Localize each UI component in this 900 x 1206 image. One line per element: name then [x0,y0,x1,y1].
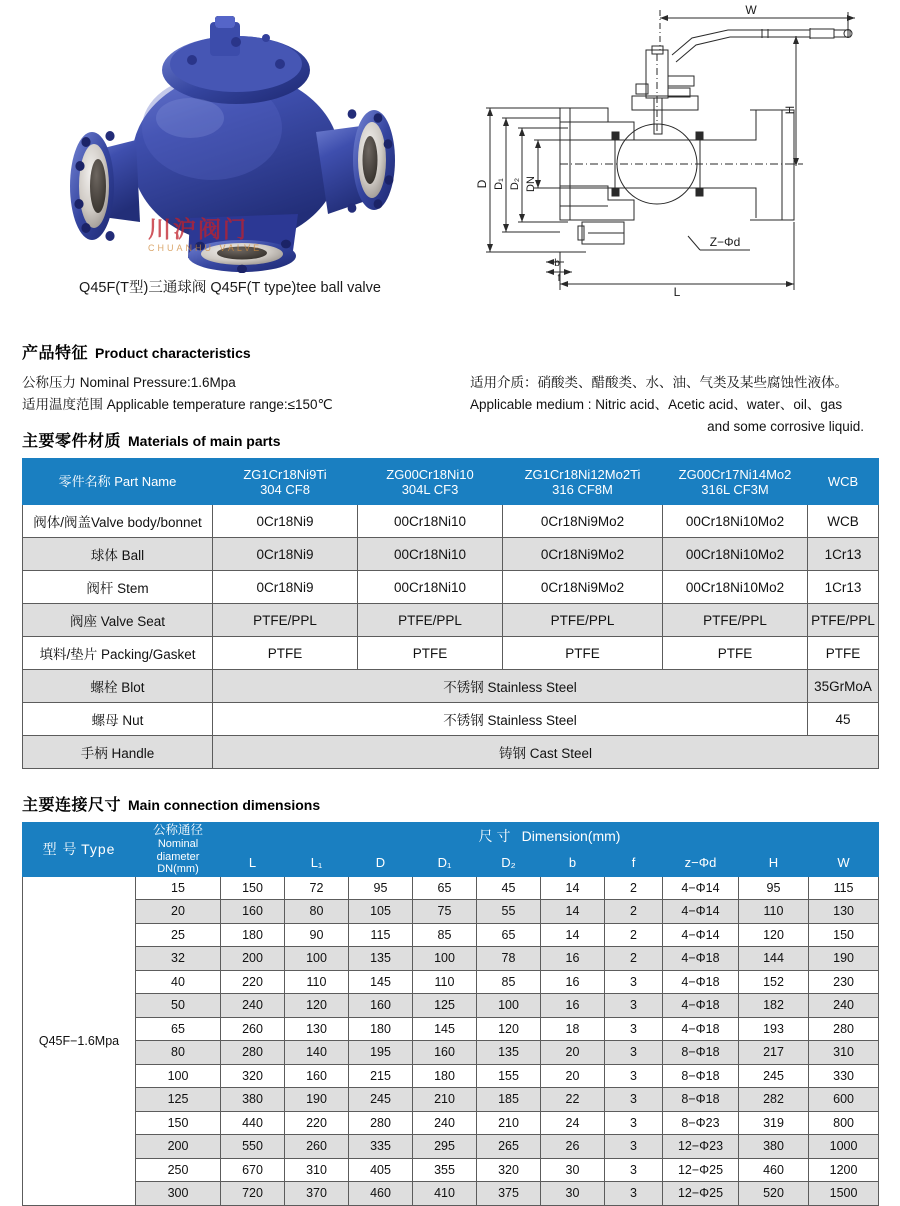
valve-cross-section-drawing [460,0,900,300]
dimensions-row [23,1158,879,1182]
dimensions-cell: 240 [413,1111,477,1135]
dimensions-cell: 120 [477,1017,541,1041]
materials-span-all-cell: 铸钢 Cast Steel [213,736,879,769]
materials-row [23,670,879,703]
dimensions-subcol-d: D₁ [413,849,477,876]
dimensions-cell: 120 [739,923,809,947]
dimensions-cell: 410 [413,1182,477,1206]
dimensions-cell: 85 [477,970,541,994]
dimensions-subcol-d: D₂ [477,849,541,876]
materials-heading-en: Materials of main parts [128,433,281,449]
dimensions-cell: 180 [349,1017,413,1041]
dimensions-cell: 195 [349,1041,413,1065]
materials-cell: 00Cr18Ni10 [358,505,503,538]
materials-table [22,458,879,769]
materials-row [23,736,879,769]
dimensions-cell: 370 [285,1182,349,1206]
dimensions-cell: 3 [605,1182,663,1206]
dimensions-row [23,1088,879,1112]
dimensions-cell: 2 [605,923,663,947]
dimensions-cell: 380 [739,1135,809,1159]
dimensions-row [23,1041,879,1065]
drawing-label-zd: Z−Φd [709,235,741,249]
applicable-medium-en1: Applicable medium : Nitric acid、Acetic acid、water、oil、gas [470,397,843,413]
materials-section [22,432,878,769]
dimensions-cell: 65 [477,923,541,947]
materials-part-name-cell: 螺母 Nut [23,703,213,736]
materials-part-name-cell: 填料/垫片 Packing/Gasket [23,637,213,670]
dimensions-cell: 265 [477,1135,541,1159]
dimensions-cell: 3 [605,1017,663,1041]
dimensions-cell: 282 [739,1088,809,1112]
materials-cell: 00Cr18Ni10Mo2 [663,538,808,571]
materials-row [23,604,879,637]
dimensions-cell: 280 [349,1111,413,1135]
materials-part-name-cell: 阀杆 Stem [23,571,213,604]
dimensions-row [23,994,879,1018]
dimensions-cell: 145 [349,970,413,994]
dimensions-cell: 152 [739,970,809,994]
dimensions-cell: 160 [221,900,285,924]
materials-cell: PTFE/PPL [503,604,663,637]
dimensions-dn-cell: 300 [136,1182,221,1206]
materials-cell: 1Cr13 [808,538,879,571]
dimensions-cell: 8−Φ18 [663,1041,739,1065]
dimensions-cell: 125 [413,994,477,1018]
materials-span-cell: 不锈钢 Stainless Steel [213,703,808,736]
dimensions-cell: 440 [221,1111,285,1135]
dimensions-cell: 55 [477,900,541,924]
dimensions-dn-cell: 80 [136,1041,221,1065]
dimensions-cell: 320 [221,1064,285,1088]
dimensions-heading-en: Main connection dimensions [128,797,321,813]
dimensions-cell: 220 [285,1111,349,1135]
materials-cell: 00Cr18Ni10 [358,571,503,604]
top-illustration-area [0,0,900,300]
dimensions-subcol-h: H [739,849,809,876]
dimensions-cell: 217 [739,1041,809,1065]
dimensions-cell: 30 [541,1158,605,1182]
materials-row [23,703,879,736]
dimensions-cell: 3 [605,994,663,1018]
dimensions-cell: 4−Φ18 [663,970,739,994]
dimensions-cell: 1500 [809,1182,879,1206]
dimensions-cell: 280 [809,1017,879,1041]
materials-col-wcb: WCB [808,459,879,505]
dimensions-subcol-b: b [541,849,605,876]
dimensions-cell: 8−Φ18 [663,1088,739,1112]
materials-cell: 00Cr18Ni10Mo2 [663,571,808,604]
dimensions-cell: 8−Φ23 [663,1111,739,1135]
dimensions-cell: 22 [541,1088,605,1112]
dimensions-cell: 24 [541,1111,605,1135]
dimensions-cell: 90 [285,923,349,947]
dimensions-cell: 460 [739,1158,809,1182]
dimensions-cell: 135 [349,947,413,971]
dimensions-cell: 245 [739,1064,809,1088]
dimensions-cell: 190 [285,1088,349,1112]
characteristics-left-column [0,372,470,438]
dimensions-cell: 150 [221,876,285,900]
dimensions-cell: 4−Φ18 [663,1017,739,1041]
dimensions-section [22,796,878,1206]
dimensions-cell: 65 [413,876,477,900]
dimensions-cell: 95 [349,876,413,900]
dimensions-cell: 140 [285,1041,349,1065]
materials-cell: PTFE [503,637,663,670]
watermark-en-text: CHUANHU VALVE [148,243,263,253]
applicable-medium-en2: and some corrosive liquid. [707,419,864,435]
applicable-medium-cn: 适用介质：硝酸类、醋酸类、水、油、气类及某些腐蚀性液体。 [470,375,848,391]
materials-cell: 0Cr18Ni9Mo2 [503,505,663,538]
dimensions-cell: 3 [605,1064,663,1088]
drawing-label-f: f [557,273,561,284]
dimensions-cell: 670 [221,1158,285,1182]
dimensions-cell: 3 [605,1088,663,1112]
dimensions-subcol-f: f [605,849,663,876]
materials-part-name-cell: 阀座 Valve Seat [23,604,213,637]
dimensions-subcol-l: L₁ [285,849,349,876]
dimensions-cell: 120 [285,994,349,1018]
dimensions-cell: 240 [221,994,285,1018]
watermark-cn-text: 川沪阀门 [148,217,248,243]
drawing-label-l: L [673,285,681,299]
materials-span-cell: 不锈钢 Stainless Steel [213,670,808,703]
drawing-label-dn: DN [525,176,537,192]
dimensions-row [23,947,879,971]
dimensions-col-type: 型 号 Type [23,823,136,877]
dimensions-cell: 230 [809,970,879,994]
dimensions-cell: 14 [541,923,605,947]
product-photo-panel [0,0,460,300]
dimensions-cell: 240 [809,994,879,1018]
drawing-label-h: H [783,105,797,115]
dimensions-cell: 3 [605,1111,663,1135]
dimensions-cell: 180 [413,1064,477,1088]
dimensions-cell: 100 [285,947,349,971]
dimensions-cell: 405 [349,1158,413,1182]
materials-part-name-cell: 手柄 Handle [23,736,213,769]
drawing-label-w: W [745,3,757,17]
dimensions-group-header: 尺 寸 Dimension(mm) [221,823,879,850]
dimensions-cell: 144 [739,947,809,971]
materials-part-name-cell: 球体 Ball [23,538,213,571]
dimensions-dn-cell: 100 [136,1064,221,1088]
dimensions-col-nominal-diameter: 公称通径 Nominal diameter DN(mm) [136,823,221,877]
product-photo [40,8,430,273]
dimensions-cell: 193 [739,1017,809,1041]
dimensions-cell: 115 [809,876,879,900]
dimensions-dn-cell: 15 [136,876,221,900]
dimensions-cell: 280 [221,1041,285,1065]
dimensions-cell: 80 [285,900,349,924]
dimensions-cell: 95 [739,876,809,900]
tee-ball-valve-illustration [40,8,430,273]
dimensions-cell: 550 [221,1135,285,1159]
dimensions-cell: 14 [541,876,605,900]
dimensions-cell: 4−Φ14 [663,876,739,900]
dimensions-row [23,923,879,947]
characteristics-right-column [470,372,900,438]
dimensions-cell: 2 [605,947,663,971]
product-characteristics-section [0,344,900,438]
dimensions-cell: 85 [413,923,477,947]
dimensions-cell: 12−Φ23 [663,1135,739,1159]
materials-cell: 0Cr18Ni9 [213,505,358,538]
dimensions-cell: 130 [809,900,879,924]
materials-col-part-name: 零件名称 Part Name [23,459,213,505]
dimensions-cell: 20 [541,1064,605,1088]
temperature-range-line: 适用温度范围 Applicable temperature range:≤150℃ [22,397,333,413]
dimensions-row [23,876,879,900]
dimensions-cell: 110 [739,900,809,924]
dimensions-dn-cell: 200 [136,1135,221,1159]
materials-cell: 0Cr18Ni9Mo2 [503,538,663,571]
materials-heading-cn: 主要零件材质 [22,433,122,450]
dimensions-cell: 3 [605,1135,663,1159]
dimensions-cell: 375 [477,1182,541,1206]
dimensions-cell: 110 [285,970,349,994]
materials-part-name-cell: 阀体/阀盖Valve body/bonnet [23,505,213,538]
dimensions-cell: 160 [349,994,413,1018]
materials-cell: PTFE/PPL [808,604,879,637]
dimensions-cell: 160 [285,1064,349,1088]
dimensions-row [23,1064,879,1088]
dimensions-dn-cell: 20 [136,900,221,924]
characteristics-heading-cn: 产品特征 [22,345,89,362]
materials-row [23,538,879,571]
dimensions-cell: 3 [605,1041,663,1065]
materials-cell: PTFE [213,637,358,670]
dimensions-cell: 16 [541,994,605,1018]
materials-cell: 0Cr18Ni9 [213,571,358,604]
materials-cell: 0Cr18Ni9Mo2 [503,571,663,604]
dimensions-dn-cell: 250 [136,1158,221,1182]
dimensions-cell: 100 [477,994,541,1018]
dimensions-subcol-d: D [349,849,413,876]
dimensions-cell: 110 [413,970,477,994]
dimensions-cell: 180 [221,923,285,947]
materials-cell: PTFE [663,637,808,670]
dimensions-cell: 2 [605,876,663,900]
materials-cell: PTFE/PPL [213,604,358,637]
dimensions-heading [22,796,878,815]
dimensions-subcol-w: W [809,849,879,876]
dimensions-row [23,1111,879,1135]
dimensions-cell: 182 [739,994,809,1018]
dimensions-row [23,1135,879,1159]
dimensions-cell: 320 [477,1158,541,1182]
drawing-label-b: b [554,258,560,269]
dimensions-cell: 1200 [809,1158,879,1182]
dimensions-cell: 4−Φ14 [663,923,739,947]
drawing-label-d: D [475,179,489,189]
materials-col-304l: ZG00Cr18Ni10 304L CF3 [358,459,503,505]
dimensions-cell: 14 [541,900,605,924]
dimensions-cell: 1000 [809,1135,879,1159]
dimensions-cell: 30 [541,1182,605,1206]
materials-cell: PTFE/PPL [358,604,503,637]
product-caption: Q45F(T型)三通球阀 Q45F(T type)tee ball valve [79,280,381,296]
dimensions-cell: 78 [477,947,541,971]
dimensions-cell: 190 [809,947,879,971]
dimensions-cell: 12−Φ25 [663,1182,739,1206]
dimensions-cell: 319 [739,1111,809,1135]
dimensions-cell: 3 [605,970,663,994]
dimensions-row [23,900,879,924]
characteristics-heading-en: Product characteristics [95,345,251,361]
dimensions-heading-cn: 主要连接尺寸 [22,797,122,814]
dimensions-dn-cell: 40 [136,970,221,994]
dimensions-cell: 310 [285,1158,349,1182]
dimensions-cell: 380 [221,1088,285,1112]
dimensions-cell: 145 [413,1017,477,1041]
materials-part-name-cell: 螺栓 Blot [23,670,213,703]
dimensions-dn-cell: 32 [136,947,221,971]
dimensions-cell: 355 [413,1158,477,1182]
dimensions-cell: 130 [285,1017,349,1041]
dimensions-cell: 155 [477,1064,541,1088]
materials-col-304: ZG1Cr18Ni9Ti 304 CF8 [213,459,358,505]
dimensions-cell: 520 [739,1182,809,1206]
technical-drawing-panel [460,0,900,300]
dimensions-cell: 16 [541,947,605,971]
dimensions-cell: 20 [541,1041,605,1065]
dimensions-cell: 200 [221,947,285,971]
materials-cell: PTFE [358,637,503,670]
dimensions-cell: 220 [221,970,285,994]
materials-wcb-cell: 45 [808,703,879,736]
dimensions-cell: 115 [349,923,413,947]
dimensions-cell: 185 [477,1088,541,1112]
materials-wcb-cell: 35GrMoA [808,670,879,703]
characteristics-heading [22,344,900,363]
materials-cell: 00Cr18Ni10Mo2 [663,505,808,538]
dimensions-subcol-zd: z−Φd [663,849,739,876]
dimensions-cell: 4−Φ18 [663,947,739,971]
dimensions-cell: 150 [809,923,879,947]
dimensions-cell: 4−Φ14 [663,900,739,924]
materials-row [23,571,879,604]
dimensions-row [23,1182,879,1206]
materials-cell: 1Cr13 [808,571,879,604]
dimensions-cell: 135 [477,1041,541,1065]
materials-cell: PTFE [808,637,879,670]
dimensions-cell: 310 [809,1041,879,1065]
dimensions-cell: 16 [541,970,605,994]
dimensions-row [23,1017,879,1041]
dimensions-cell: 75 [413,900,477,924]
dimensions-cell: 8−Φ18 [663,1064,739,1088]
drawing-label-d2: D₂ [509,177,521,191]
materials-cell: 00Cr18Ni10 [358,538,503,571]
dimensions-cell: 800 [809,1111,879,1135]
dimensions-cell: 460 [349,1182,413,1206]
dimensions-cell: 210 [413,1088,477,1112]
dimensions-cell: 720 [221,1182,285,1206]
dimensions-cell: 245 [349,1088,413,1112]
dimensions-cell: 600 [809,1088,879,1112]
materials-header-row [23,459,879,505]
dimensions-cell: 18 [541,1017,605,1041]
dimensions-cell: 45 [477,876,541,900]
dimensions-header-row-1 [23,823,879,850]
dimensions-cell: 335 [349,1135,413,1159]
materials-cell: PTFE/PPL [663,604,808,637]
dimensions-cell: 12−Φ25 [663,1158,739,1182]
dimensions-cell: 2 [605,900,663,924]
dimensions-cell: 100 [413,947,477,971]
nominal-pressure-line: 公称压力 Nominal Pressure:1.6Mpa [22,375,236,391]
dimensions-cell: 72 [285,876,349,900]
materials-cell: 0Cr18Ni9 [213,538,358,571]
dimensions-dn-cell: 65 [136,1017,221,1041]
dimensions-cell: 210 [477,1111,541,1135]
dimensions-dn-cell: 125 [136,1088,221,1112]
dimensions-row [23,970,879,994]
materials-row [23,637,879,670]
dimensions-cell: 4−Φ18 [663,994,739,1018]
dimensions-dn-cell: 150 [136,1111,221,1135]
dimensions-cell: 3 [605,1158,663,1182]
dimensions-cell: 215 [349,1064,413,1088]
materials-cell: WCB [808,505,879,538]
dimensions-table [22,822,879,1206]
dimensions-subcol-l: L [221,849,285,876]
dimensions-dn-cell: 50 [136,994,221,1018]
dimensions-cell: 26 [541,1135,605,1159]
dimensions-cell: 260 [285,1135,349,1159]
materials-col-316l: ZG00Cr17Ni14Mo2 316L CF3M [663,459,808,505]
dimensions-cell: 295 [413,1135,477,1159]
dimensions-type-cell: Q45F−1.6Mpa [23,876,136,1205]
materials-row [23,505,879,538]
materials-heading [22,432,878,451]
drawing-label-d1: D₁ [493,178,505,190]
dimensions-cell: 260 [221,1017,285,1041]
materials-col-316: ZG1Cr18Ni12Mo2Ti 316 CF8M [503,459,663,505]
dimensions-cell: 160 [413,1041,477,1065]
dimensions-dn-cell: 25 [136,923,221,947]
dimensions-cell: 105 [349,900,413,924]
dimensions-cell: 330 [809,1064,879,1088]
